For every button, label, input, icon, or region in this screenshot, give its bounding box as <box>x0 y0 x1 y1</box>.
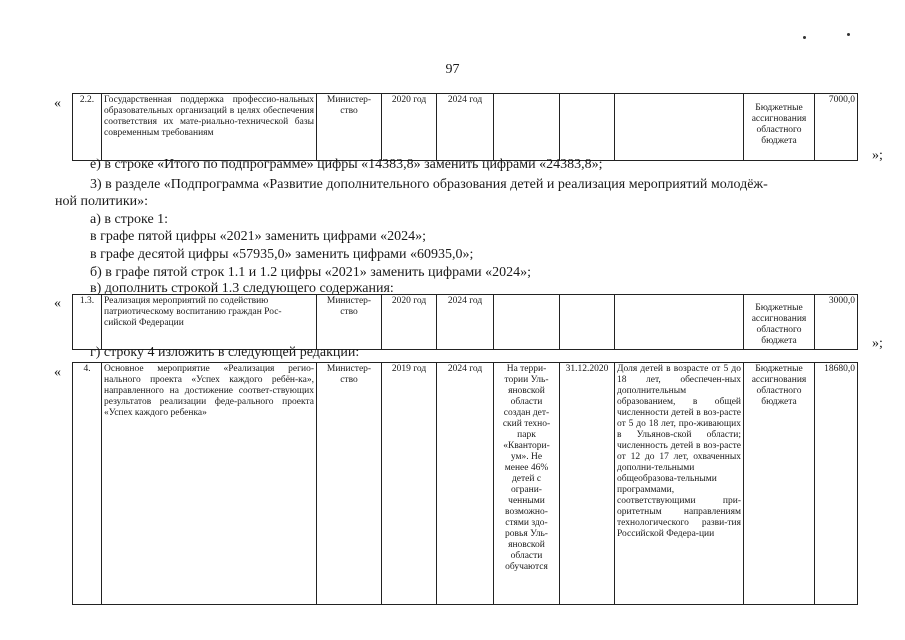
activity-name: Реализация мероприятий по содействию патриотическому воспитанию граждан Рос-сийской Федерации <box>102 295 317 350</box>
text-line-a1: в графе пятой цифры «2021» заменить цифрами «2024»; <box>90 229 426 244</box>
executor: Министер-ство <box>317 363 382 605</box>
row-number: 1.3. <box>73 295 102 350</box>
funding-amount: 18680,0 <box>815 363 858 605</box>
empty-cell <box>615 295 744 350</box>
text-line-e: е) в строке «Итого по подпрограмме» цифры «14383,8» заменить цифрами «24383,8»; <box>90 157 603 172</box>
funding-source: Бюджетные ассигнования областного бюджета <box>744 295 815 350</box>
open-quote: « <box>54 365 61 380</box>
start-year: 2019 год <box>382 363 437 605</box>
text-line-3-cont: ной политики»: <box>55 194 149 209</box>
indicators: Доля детей в возрасте от 5 до 18 лет, обеспечен-ных дополнительным образованием, в общей численности детей в воз-расте от 5 до 18 лет, про-живающих в Ульянов-ской области; численность детей в воз-расте от 12 до 17 лет, охваченных дополни-тельными общеобразова-тельными программами, соответствующими при-оритетным направлениям технологического разви-тия Российской Федера-ции <box>615 363 744 605</box>
table-row-1-3 <box>72 294 858 350</box>
empty-cell <box>560 94 615 161</box>
close-quote: »; <box>872 148 883 163</box>
close-quote: »; <box>872 336 883 351</box>
activity-name: Основное мероприятие «Реализация регио-нального проекта «Успех каждого ребён-ка», направленного на достижение соответ-ствующих результатов реализации феде-рального проекта «Успех каждого ребенка» <box>102 363 317 605</box>
text-line-a2: в графе десятой цифры «57935,0» заменить цифрами «60935,0»; <box>90 247 474 262</box>
table-row-2-2 <box>72 93 858 161</box>
start-year: 2020 год <box>382 94 437 161</box>
text-line-v: в) дополнить строкой 1.3 следующего содержания: <box>90 281 394 296</box>
empty-cell <box>615 94 744 161</box>
open-quote: « <box>54 296 61 311</box>
page-number: 97 <box>445 62 460 77</box>
end-year: 2024 год <box>437 295 494 350</box>
row-number: 4. <box>73 363 102 605</box>
funding-amount: 3000,0 <box>815 295 858 350</box>
empty-cell <box>560 295 615 350</box>
end-year: 2024 год <box>437 94 494 161</box>
open-quote: « <box>54 96 61 111</box>
funding-source: Бюджетные ассигнования областного бюджета <box>744 94 815 161</box>
row-number: 2.2. <box>73 94 102 161</box>
start-year: 2020 год <box>382 295 437 350</box>
activity-name: Государственная поддержка профессио-нальных образовательных организаций в целях обеспечения соответствия их мате-риально-технической базы современным требованиям <box>102 94 317 161</box>
empty-cell <box>494 295 560 350</box>
scan-speck <box>847 33 850 36</box>
executor: Министер-ство <box>317 295 382 350</box>
text-line-g: г) строку 4 изложить в следующей редакции: <box>90 345 360 360</box>
executor: Министер-ство <box>317 94 382 161</box>
text-line-b: б) в графе пятой строк 1.1 и 1.2 цифры «2021» заменить цифрами «2024»; <box>90 265 532 280</box>
table-row-4 <box>72 362 858 605</box>
text-line-a: а) в строке 1: <box>90 212 169 227</box>
funding-source: Бюджетные ассигнования областного бюджета <box>744 363 815 605</box>
end-year: 2024 год <box>437 363 494 605</box>
expected-result: На терри-тории Уль-яновской области создан дет-ский техно-парк «Квантори-ум». Не менее 46% детей с ограни-ченными возможно-стями здо-ровья Уль-яновской области обучаются <box>494 363 560 605</box>
funding-amount: 7000,0 <box>815 94 858 161</box>
text-line-3: 3) в разделе «Подпрограмма «Развитие дополнительного образования детей и реализация мероприятий молодёж- <box>90 177 768 192</box>
scan-speck <box>803 36 806 39</box>
empty-cell <box>494 94 560 161</box>
deadline-date: 31.12.2020 <box>560 363 615 605</box>
